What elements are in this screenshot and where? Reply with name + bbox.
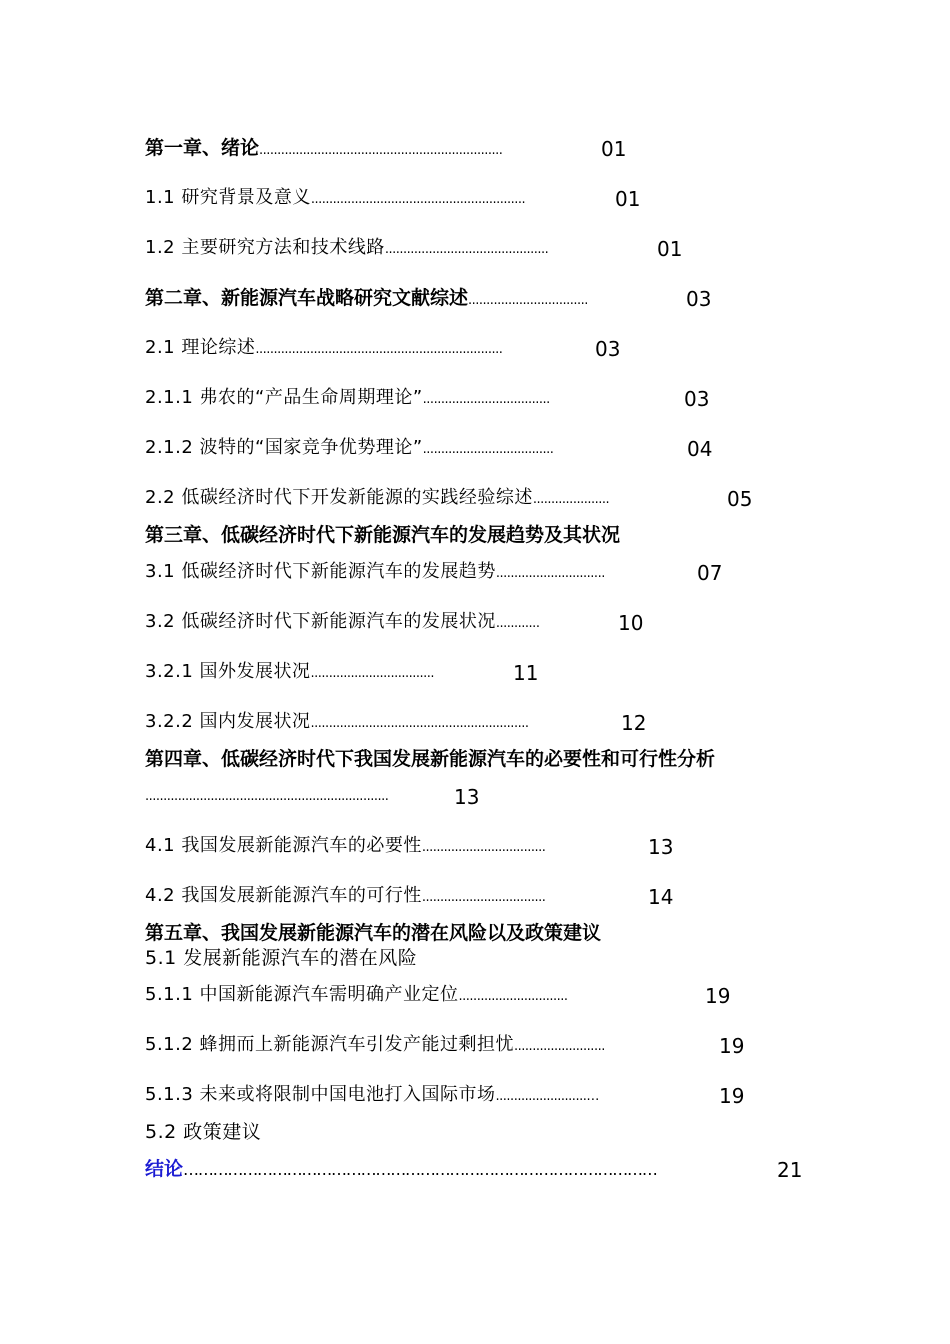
toc-leader: ...................................	[422, 392, 550, 407]
toc-leader: .........................…	[495, 1089, 599, 1104]
toc-label: 5.2 政策建议	[145, 1121, 262, 1143]
toc-page: 21	[777, 1158, 803, 1182]
toc-page: 19	[719, 1084, 745, 1108]
toc-label: 5.1 发展新能源汽车的潜在风险	[145, 947, 418, 969]
toc-leader: ............	[495, 616, 540, 631]
toc-leader: .............................................	[384, 242, 549, 257]
toc-label: 第四章、低碳经济时代下我国发展新能源汽车的必要性和可行性分析	[145, 748, 716, 770]
toc-leader: ..............................	[458, 989, 568, 1004]
toc-page: 19	[719, 1034, 745, 1058]
toc-leader: .................................	[468, 293, 588, 308]
toc-label: 2.1 理论综述	[145, 337, 256, 358]
toc-leader: ...................................................................	[259, 143, 503, 158]
toc-entry-chapter-4-leader	[145, 785, 480, 809]
toc-label: 1.2 主要研究方法和技术线路	[145, 237, 385, 258]
toc-leader: ..................................	[421, 840, 546, 855]
toc-label: 1.1 研究背景及意义	[145, 187, 311, 208]
toc-entry-5-1	[145, 949, 417, 968]
toc-entry-4-2	[145, 885, 674, 909]
toc-label: 5.1.3 未来或将限制中国电池打入国际市场	[145, 1084, 496, 1105]
toc-leader: ..............................	[495, 566, 605, 581]
toc-entry-chapter-4	[145, 750, 715, 769]
toc-label: 5.1.1 中国新能源汽车需明确产业定位	[145, 984, 459, 1005]
toc-page: 05	[727, 487, 753, 511]
toc-leader: ....................................	[422, 442, 554, 457]
toc-page: 19	[705, 984, 731, 1008]
toc-leader: ..................................	[310, 666, 435, 681]
toc-leader: ..................................	[421, 890, 546, 905]
toc-entry-chapter-1	[145, 137, 627, 161]
toc-leader: ……………………………………………………………………………………	[183, 1160, 657, 1179]
toc-leader: ...........................................................	[310, 192, 526, 207]
toc-label: 3.2 低碳经济时代下新能源汽车的发展状况	[145, 611, 496, 632]
toc-page: 13	[454, 785, 480, 809]
toc-label: 5.1.2 蜂拥而上新能源汽车引发产能过剩担忧	[145, 1034, 515, 1055]
toc-entry-conclusion	[145, 1158, 803, 1182]
toc-page: 14	[648, 885, 674, 909]
toc-entry-2-2	[145, 487, 753, 511]
toc-entry-2-1	[145, 337, 621, 361]
toc-entry-5-1-2	[145, 1034, 745, 1058]
toc-label: 2.1.1 弗农的“产品生命周期理论”	[145, 387, 423, 408]
toc-label: 3.2.2 国内发展状况	[145, 711, 311, 732]
toc-label: 第三章、低碳经济时代下新能源汽车的发展趋势及其状况	[145, 524, 621, 546]
toc-leader: ...................................................................	[145, 789, 389, 804]
toc-page: 01	[657, 237, 683, 261]
toc-entry-2-1-1	[145, 387, 710, 411]
toc-page: 07	[697, 561, 723, 585]
toc-label: 3.2.1 国外发展状况	[145, 661, 311, 682]
toc-entry-1-1	[145, 187, 641, 211]
toc-page: 01	[601, 137, 627, 161]
toc-page: 03	[595, 337, 621, 361]
toc-entry-3-1	[145, 561, 723, 585]
toc-entry-3-2-2	[145, 711, 647, 735]
toc-page: 03	[686, 287, 712, 311]
toc-label: 第五章、我国发展新能源汽车的潜在风险以及政策建议	[145, 922, 602, 944]
toc-label: 4.1 我国发展新能源汽车的必要性	[145, 835, 422, 856]
toc-entry-1-2	[145, 237, 683, 261]
toc-entry-5-2	[145, 1123, 261, 1142]
toc-entry-5-1-1	[145, 984, 731, 1008]
toc-label: 第二章、新能源汽车战略研究文献综述	[145, 287, 469, 309]
toc-entry-chapter-5	[145, 924, 601, 943]
toc-entry-2-1-2	[145, 437, 713, 461]
toc-entry-chapter-3	[145, 526, 620, 545]
toc-entry-3-2	[145, 611, 644, 635]
toc-label: 结论	[145, 1158, 184, 1180]
toc-leader: .........................	[514, 1039, 605, 1054]
toc-label: 4.2 我国发展新能源汽车的可行性	[145, 885, 422, 906]
toc-page: 13	[648, 835, 674, 859]
toc-entry-5-1-3	[145, 1084, 745, 1108]
toc-entry-chapter-2	[145, 287, 712, 311]
toc-page: 11	[513, 661, 539, 685]
toc-page: 04	[687, 437, 713, 461]
toc-leader: ............................................................	[310, 716, 529, 731]
toc-label: 第一章、绪论	[145, 137, 260, 159]
toc-entry-3-2-1	[145, 661, 539, 685]
toc-page: 12	[621, 711, 647, 735]
toc-page: 01	[615, 187, 641, 211]
toc-label: 2.2 低碳经济时代下开发新能源的实践经验综述	[145, 487, 533, 508]
toc-leader: ....................................................................	[255, 342, 503, 357]
toc-entry-4-1	[145, 835, 674, 859]
toc-label: 2.1.2 波特的“国家竞争优势理论”	[145, 437, 423, 458]
toc-page: 03	[684, 387, 710, 411]
toc-leader: .....................	[532, 492, 610, 507]
toc-page: 10	[618, 611, 644, 635]
toc-label: 3.1 低碳经济时代下新能源汽车的发展趋势	[145, 561, 496, 582]
